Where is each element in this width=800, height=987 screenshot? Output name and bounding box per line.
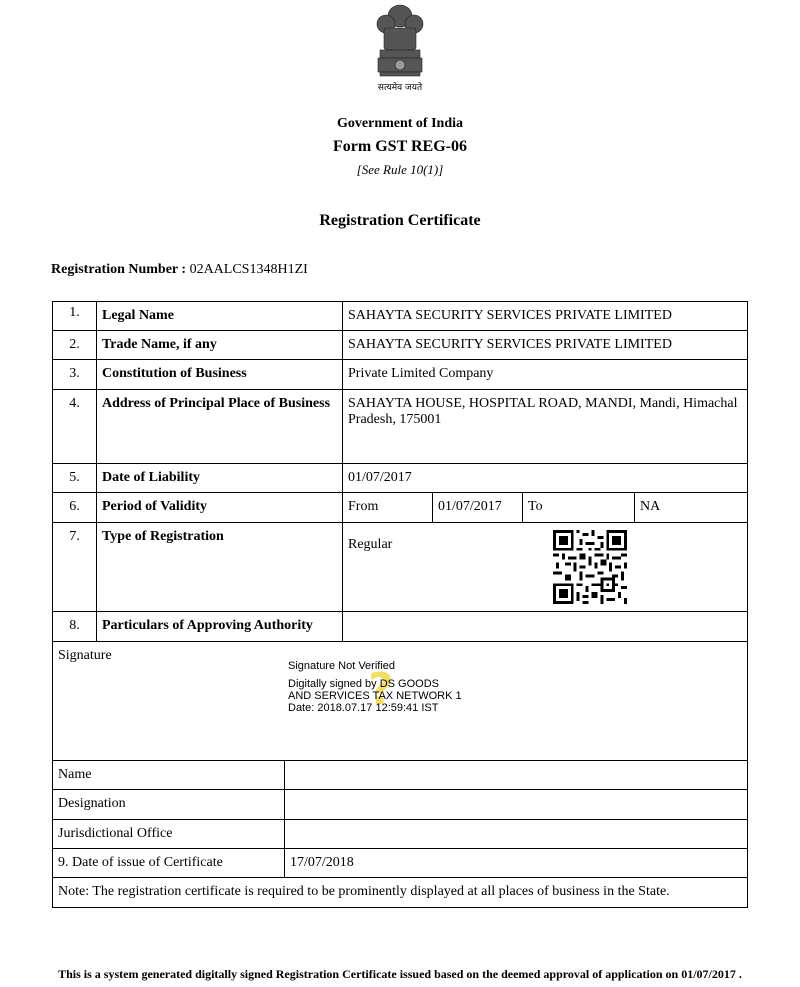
row-number: 7. <box>52 522 97 612</box>
signature-status: Signature Not Verified <box>288 660 396 672</box>
row-value-legal-name: SAHAYTA SECURITY SERVICES PRIVATE LIMITED <box>342 301 748 331</box>
registration-number-value: 02AALCS1348H1ZI <box>189 262 308 277</box>
ashoka-emblem-icon <box>368 2 432 92</box>
row-label-date-of-liability: Date of Liability <box>96 463 343 493</box>
row-number: 4. <box>52 389 97 464</box>
qr-code-icon <box>553 530 627 604</box>
row-number: 2. <box>52 330 97 360</box>
svg-text:?: ? <box>368 664 394 712</box>
row-value-type-of-registration: Regular <box>342 522 748 612</box>
row-label-approving-authority: Particulars of Approving Authority <box>96 611 343 642</box>
page-title: Registration Certificate <box>319 212 481 229</box>
row-number: 8. <box>52 611 97 642</box>
footer-disclaimer: This is a system generated digitally signed Registration Certificate issued based on the deemed approval of application on 01/07/2017 . <box>58 967 742 981</box>
note: Note: The registration certificate is required to be prominently displayed at all places of business in the State. <box>52 877 748 908</box>
authority-label-jurisdictional-office: Jurisdictional Office <box>52 819 285 849</box>
row-label-type-of-registration: Type of Registration <box>96 522 343 612</box>
registration-number <box>51 262 308 278</box>
registration-number-label: Registration Number : <box>51 262 187 277</box>
validity-from-value: 01/07/2017 <box>432 492 523 523</box>
emblem-motto: सत्यमेव जयते <box>377 83 423 93</box>
signature-date: Date: 2018.07.17 12:59:41 IST <box>288 702 439 714</box>
authority-label-designation: Designation <box>52 789 285 820</box>
authority-value-date-of-issue: 17/07/2018 <box>284 848 748 878</box>
row-label-legal-name: Legal Name <box>96 301 343 331</box>
row-value-approving-authority <box>342 611 748 642</box>
row-number: 3. <box>52 359 97 390</box>
authority-value-name <box>284 760 748 790</box>
row-label-trade-name: Trade Name, if any <box>96 330 343 360</box>
validity-from-label: From <box>342 492 433 523</box>
row-label-address: Address of Principal Place of Business <box>96 389 343 464</box>
row-number: 5. <box>52 463 97 493</box>
row-value-address: SAHAYTA HOUSE, HOSPITAL ROAD, MANDI, Mandi, Himachal Pradesh, 175001 <box>342 389 748 464</box>
signature-signed-by-line1: Digitally signed by DS GOODS <box>288 678 439 690</box>
header-form-title: Form GST REG-06 <box>333 138 467 155</box>
header-government: Government of India <box>337 116 463 131</box>
authority-label-date-of-issue: 9. Date of issue of Certificate <box>52 848 285 878</box>
row-value-trade-name: SAHAYTA SECURITY SERVICES PRIVATE LIMITED <box>342 330 748 360</box>
authority-label-name: Name <box>52 760 285 790</box>
authority-value-designation <box>284 789 748 820</box>
row-label-constitution: Constitution of Business <box>96 359 343 390</box>
row-number: 6. <box>52 492 97 523</box>
row-number: 1. <box>52 301 97 331</box>
validity-to-label: To <box>522 492 635 523</box>
validity-to-value: NA <box>634 492 748 523</box>
row-value-constitution: Private Limited Company <box>342 359 748 390</box>
row-label-period-of-validity: Period of Validity <box>96 492 343 523</box>
row-value-date-of-liability: 01/07/2017 <box>342 463 748 493</box>
header-rule: [See Rule 10(1)] <box>356 162 444 177</box>
signature-label: Signature <box>58 648 112 663</box>
signature-signed-by-line2: AND SERVICES TAX NETWORK 1 <box>288 690 462 702</box>
authority-value-jurisdictional-office <box>284 819 748 849</box>
